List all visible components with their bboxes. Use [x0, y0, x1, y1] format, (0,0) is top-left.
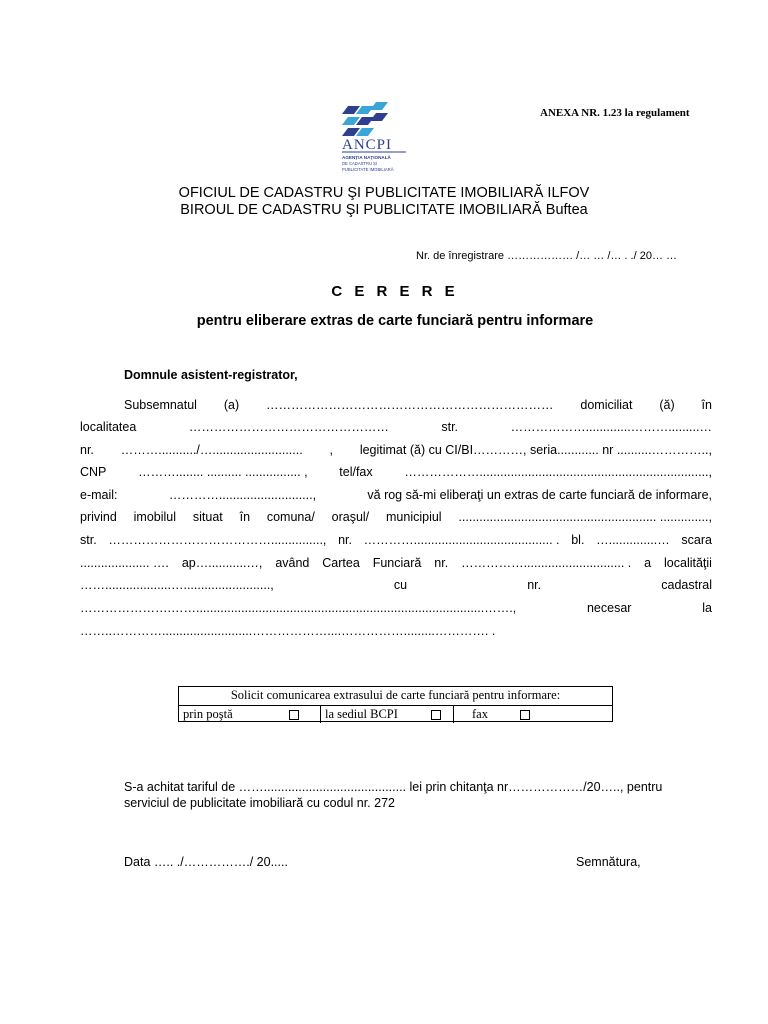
fill-blank[interactable]: .................... …. [80, 556, 169, 570]
post-checkbox[interactable] [289, 710, 299, 720]
text-segment: Cartea [322, 556, 360, 570]
text-segment: (a) [223, 398, 240, 412]
text-segment: nr. [434, 556, 449, 570]
text-segment: tel/fax [339, 465, 373, 479]
text-segment: localităţii [664, 556, 712, 570]
fill-blank[interactable]: ap…...........…, [181, 556, 263, 570]
text-segment: scara [681, 533, 712, 547]
text-segment: cadastral [661, 578, 712, 592]
fill-blank[interactable]: ……..…………..........................………………....…………….........…………. . [80, 624, 496, 638]
text-segment: comuna/ [266, 510, 315, 524]
fill-blank[interactable]: ……………............................. . [461, 556, 632, 570]
text-segment: CNP [80, 465, 107, 479]
fill-blank[interactable]: …………........................................ . [363, 533, 560, 547]
option-fax[interactable] [454, 706, 612, 723]
date-field[interactable]: Data ….. ./……………./ 20..... [124, 855, 288, 869]
fill-blank[interactable]: …………………………………………………………… [266, 398, 554, 412]
body-line [80, 510, 712, 524]
text-segment: (ă) [659, 398, 675, 412]
option-label: prin poştă [183, 707, 233, 721]
text-segment: , [329, 443, 333, 457]
text-segment: nr. [527, 578, 542, 592]
text-segment: domiciliat [580, 398, 633, 412]
fill-blank[interactable]: ……….........../….......................... [120, 443, 303, 457]
text-segment: bl. [571, 533, 585, 547]
option-office[interactable] [321, 706, 454, 723]
delivery-options-header: Solicit comunicarea extrasului de carte funciară pentru informare: [179, 687, 612, 706]
annex-reference: ANEXA NR. 1.23 la regulament [540, 107, 690, 119]
body-line [80, 488, 712, 502]
fill-blank[interactable]: ……………….................................................................., [404, 465, 712, 479]
fill-blank[interactable]: …………..........................., [168, 488, 317, 502]
document-title: C E R E R E [331, 283, 459, 300]
text-segment: cu [393, 578, 408, 592]
body-line [80, 420, 712, 434]
body-line [80, 465, 712, 479]
text-segment: municipiul [386, 510, 442, 524]
text-segment: în [701, 398, 712, 412]
body-line [124, 398, 712, 412]
logo-subtitle: PUBLICITATE IMOBILIARĂ [342, 167, 394, 172]
document-subtitle: pentru eliberare extras de carte funciară pentru informare [196, 313, 594, 329]
text-segment: str. [80, 533, 97, 547]
body-line [80, 601, 712, 615]
text-segment: nr. [338, 533, 352, 547]
text-segment: nr. [80, 443, 94, 457]
text-segment: localitatea [80, 420, 137, 434]
text-segment: e-mail: [80, 488, 118, 502]
text-segment: str. [441, 420, 459, 434]
body-line [80, 624, 712, 638]
fill-blank[interactable]: …..............… [596, 533, 670, 547]
fill-blank[interactable]: …………………………………..............., [108, 533, 327, 547]
payment-line: S-a achitat tariful de ……......................................... lei prin chitanţa nr………………/20….., pentru [124, 780, 663, 794]
option-label: la sediul BCPI [325, 707, 398, 721]
text-segment: în [239, 510, 251, 524]
text-segment: vă rog să-mi eliberaţi un extras de carte funciară de informare, [367, 488, 712, 502]
text-segment: imobilul [133, 510, 177, 524]
logo-subtitle: AGENȚIA NAȚIONALĂ [342, 155, 391, 160]
fill-blank[interactable]: ………………………………………… [188, 420, 389, 434]
text-segment: a [644, 556, 652, 570]
salutation: Domnule asistent-registrator, [124, 368, 298, 382]
text-segment: situat [192, 510, 223, 524]
fax-checkbox[interactable] [520, 710, 530, 720]
delivery-options-table [178, 686, 613, 722]
bureau-name: BIROUL DE CADASTRU ŞI PUBLICITATE IMOBILIARĂ Buftea [180, 202, 588, 218]
body-line [80, 556, 712, 570]
ancpi-logo [340, 98, 420, 178]
text-segment: având [275, 556, 310, 570]
text-segment: legitimat (ă) cu CI/BI…………, seria............ nr ..........………….., [359, 443, 712, 457]
delivery-options-row [179, 706, 612, 723]
body-line [80, 533, 712, 547]
text-segment: la [702, 601, 712, 615]
office-name: OFICIUL DE CADASTRU ŞI PUBLICITATE IMOBILIARĂ ILFOV [178, 185, 590, 201]
option-post[interactable] [179, 706, 321, 723]
payment-service-code: serviciul de publicitate imobiliară cu codul nr. 272 [124, 796, 395, 810]
option-label: fax [472, 707, 488, 721]
body-line [80, 443, 712, 457]
text-segment: oraşul/ [331, 510, 370, 524]
fill-blank[interactable]: ………………….……...................................................................................……., [80, 601, 517, 615]
logo-mark [342, 102, 388, 136]
text-segment: Funciară [372, 556, 422, 570]
logo-subtitle: DE CADASTRU ȘI [342, 161, 378, 166]
signature-label: Semnătura, [576, 855, 641, 869]
fill-blank[interactable]: ………........ .......... ................ , [138, 465, 308, 479]
text-segment: privind [80, 510, 117, 524]
body-line [80, 578, 712, 592]
fill-blank[interactable]: ……...................…........................., [80, 578, 274, 592]
fill-blank[interactable]: ……………….............……….........… [510, 420, 712, 434]
registration-number: Nr. de înregistrare ……………… /… … /… . ./ 20… … [416, 250, 678, 262]
fill-blank[interactable]: ......................................................... .............., [458, 510, 712, 524]
text-segment: necesar [586, 601, 632, 615]
text-segment: Subsemnatul [124, 398, 197, 412]
logo-name: ANCPI [342, 137, 393, 153]
office-checkbox[interactable] [431, 710, 441, 720]
